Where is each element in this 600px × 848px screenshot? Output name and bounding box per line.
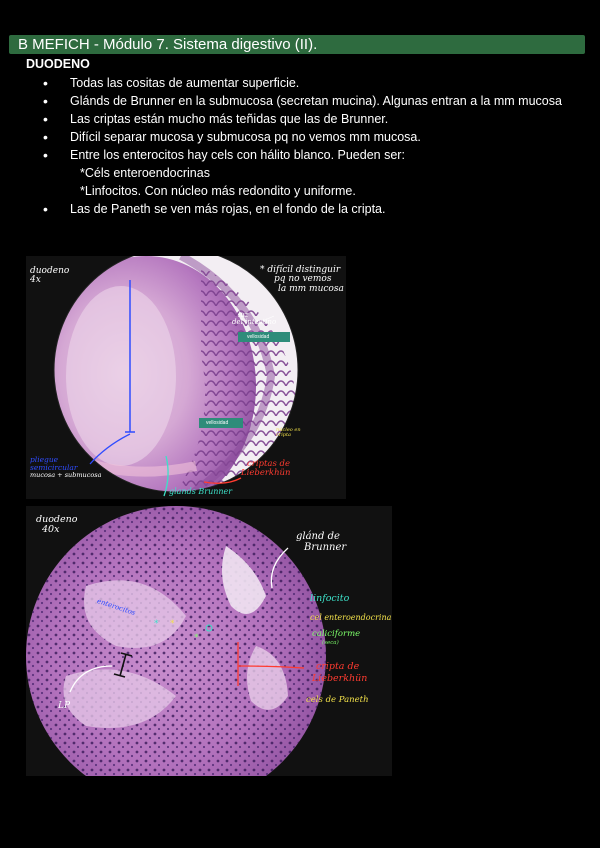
micrograph-40x-panel — [26, 506, 392, 776]
note-annotation — [260, 266, 344, 294]
pliegue-label — [30, 456, 102, 479]
brunner-line: Brunner — [304, 541, 347, 553]
svg-text:*: * — [194, 633, 199, 643]
tiny-note-line: cripta — [276, 432, 291, 439]
note-item: • Todas las cositas de aumentar superficie. — [26, 74, 566, 92]
legend-caliciforme-note: (seca) — [322, 640, 339, 646]
luz-line: luz — [238, 311, 249, 319]
luz-label — [232, 312, 276, 327]
pliegue-line: semicircular — [30, 462, 78, 472]
section-title: DUODENO — [26, 57, 90, 71]
legend-linfocito: linfocito — [310, 593, 350, 604]
enterocitos-label: enterocitos — [95, 597, 137, 618]
criptas-line: criptas de — [247, 459, 291, 469]
note-subitem: *Céls enteroendocrinas — [80, 166, 210, 180]
luz-line: del intestino — [232, 318, 277, 327]
glands-brunner-label: glands Brunner — [169, 487, 233, 496]
vellosidad-tag: vellosidad — [247, 334, 270, 340]
legend-caliciforme: caliciforme — [312, 629, 361, 639]
criptas-label — [241, 460, 291, 478]
vellosidad-tag: vellosidad — [206, 420, 229, 426]
note-item: • Glánds de Brunner en la submucosa (secretan mucina). Algunas entran a la mm mucosa — [26, 92, 566, 110]
label-line: duodeno — [36, 514, 78, 525]
svg-text:*: * — [154, 619, 159, 629]
brunner-line: glánd de — [296, 531, 340, 542]
legend-enteroendocrina: cel enteroendocrina — [310, 613, 392, 622]
note-line: la mm mucosa — [278, 283, 344, 294]
note-item: • Entre los enterocitos hay cels con hálito blanco. Pueden ser: — [26, 146, 566, 164]
tiny-note — [276, 428, 301, 439]
notes-list — [26, 74, 566, 218]
brunner-label — [296, 532, 346, 553]
tiny-note-line: núcleo en — [276, 427, 301, 433]
note-item: • Las de Paneth se ven más rojas, en el fondo de la cripta. — [26, 200, 566, 218]
label-line: 40x — [42, 523, 60, 535]
page-title: B MEFICH - Módulo 7. Sistema digestivo (II). — [18, 36, 318, 53]
legend-paneth: cels de Paneth — [306, 695, 369, 705]
note-item: • Las criptas están mucho más teñidas que las de Brunner. — [26, 110, 566, 128]
label-line: duodeno — [30, 266, 70, 276]
label-line: 4x — [30, 275, 41, 286]
legend-cripta-2: Lieberkhün — [312, 673, 368, 684]
lp-label: LP — [58, 701, 71, 711]
note-subitem: *Linfocitos. Con núcleo más redondito y uniforme. — [80, 184, 356, 198]
micrograph-40x-label — [36, 515, 77, 535]
legend-cripta: cripta de — [316, 661, 360, 672]
micrograph-4x-panel — [26, 256, 346, 499]
pliegue-line: mucosa + submucosa — [30, 470, 102, 479]
criptas-line: Lieberkhün — [241, 467, 291, 478]
micrograph-4x-label — [30, 267, 69, 286]
note-line: * difícil distinguir — [260, 265, 341, 275]
pliegue-line: pliegue — [30, 455, 59, 464]
note-item: • Difícil separar mucosa y submucosa pq no vemos mm mucosa. — [26, 128, 566, 146]
svg-text:*: * — [170, 619, 175, 629]
note-line: pq no vemos — [274, 274, 332, 285]
